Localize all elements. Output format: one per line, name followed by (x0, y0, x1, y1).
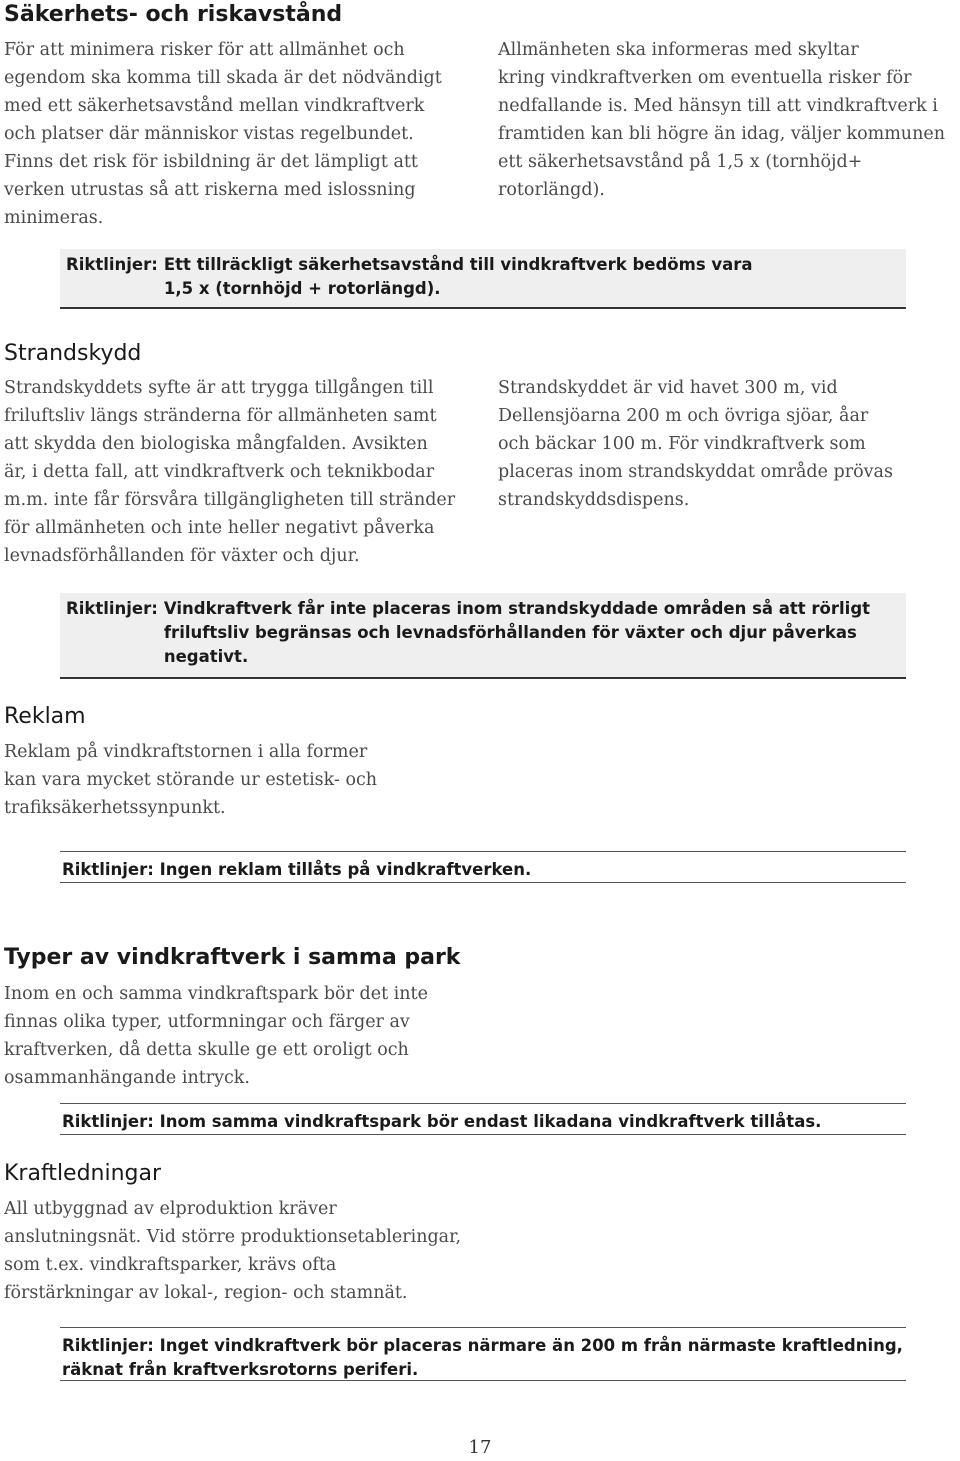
types-body: Inom en och samma vindkraftspark bör det inte finnas olika typer, utformningar och färger av kraftverken, då detta skulle ge ett oroligt och osammanhängande intryck. (4, 984, 428, 1088)
safety-body-right: Allmänheten ska informeras med skyltar kring vindkraftverken om eventuella risker för nedfallande is. Med hänsyn till att vindkraftverk i framtiden kan bli högre än idag, väljer kommunen ett säkerhetsavstånd på 1,5 x (tornhöjd+ rotorlängd). (498, 40, 945, 200)
ads-guideline: Riktlinjer: Ingen reklam tillåts på vindkraftverken. (60, 851, 906, 883)
powerlines-body: All utbyggnad av elproduktion kräver anslutningsnät. Vid större produktionsetableringar, som t.ex. vindkraftsparker, krävs ofta förstärkningar av lokal-, region- och stamnät. (4, 1199, 462, 1303)
shore-guideline-box (60, 593, 906, 679)
powerlines-heading: Kraftledningar (4, 1161, 162, 1186)
types-heading: Typer av vindkraftverk i samma park (4, 945, 461, 970)
safety-heading: Säkerhets- och riskavstånd (4, 2, 343, 27)
guideline-text: Vindkraftverk får inte placeras inom strandskyddade områden så att rörligt friluftsliv begränsas och levnadsförhållanden för växter och djur påverkas negativt. (163, 599, 871, 666)
page-number: 17 (468, 1437, 492, 1458)
guideline-label: Riktlinjer: (66, 255, 158, 274)
safety-body-left: För att minimera risker för att allmänhet och egendom ska komma till skada är det nödvändigt med ett säkerhetsavstånd mellan vindkraftverk och platser där människor vistas regelbundet. Finns det risk för isbildning är det lämpligt att verken utrustas så att riskerna med islossning minimeras. (4, 40, 442, 228)
shore-body-right: Strandskyddet är vid havet 300 m, vid Dellensjöarna 200 m och övriga sjöar, åar och bäckar 100 m. För vindkraftverk som placeras inom strandskyddat område prövas strandskyddsdispens. (498, 378, 893, 510)
guideline-text: Ett tillräckligt säkerhetsavstånd till vindkraftverk bedöms vara 1,5 x (tornhöjd + rotorlängd). (163, 255, 753, 298)
guideline-label: Riktlinjer: (66, 599, 158, 618)
types-guideline: Riktlinjer: Inom samma vindkraftspark bör endast likadana vindkraftverk tillåtas. (60, 1103, 906, 1135)
shore-body-left: Strandskyddets syfte är att trygga tillgången till friluftsliv längs stränderna för allmänheten samt att skydda den biologiska mångfalden. Avsikten är, i detta fall, att vindkraftverk och teknikbodar m.m. inte får försvåra tillgängligheten till stränder för allmänheten och inte heller negativt påverka levnadsförhållanden för växter och djur. (4, 378, 456, 566)
ads-heading: Reklam (4, 704, 86, 729)
safety-guideline-box (60, 249, 906, 309)
shore-heading: Strandskydd (4, 341, 142, 366)
powerlines-guideline: Riktlinjer: Inget vindkraftverk bör placeras närmare än 200 m från närmaste kraftledning, räknat från kraftverksrotorns periferi. (60, 1327, 906, 1381)
ads-body: Reklam på vindkraftstornen i alla former kan vara mycket störande ur estetisk- och trafiksäkerhetssynpunkt. (4, 742, 378, 818)
